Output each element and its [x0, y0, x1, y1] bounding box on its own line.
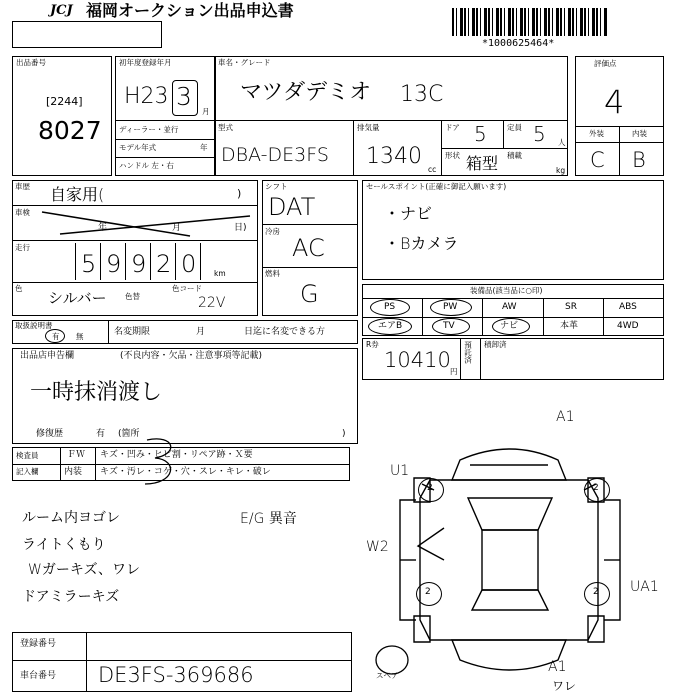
mileage-label: 走行: [15, 243, 30, 252]
damage-circle-4: 2: [593, 587, 599, 597]
doors-label: ドア: [445, 123, 460, 132]
seller-notes-text: 一時抹消渡し: [30, 380, 163, 405]
model-code: DBA-DE3FS: [221, 144, 329, 166]
equip-leather: 本革: [560, 321, 579, 331]
inspection-label: 車検: [15, 208, 30, 217]
mark-left: W2: [366, 539, 389, 555]
equip-pw-circle: [430, 299, 472, 316]
color-code-label: 色コード: [172, 284, 202, 293]
handle-label: ハンドル 左・右: [119, 161, 174, 170]
damage-circle-1: 2: [427, 483, 433, 493]
damage-circle-2: 2: [593, 483, 599, 493]
inspector-interior: 内装: [64, 467, 83, 477]
chassis-number: DE3FS-369686: [98, 663, 254, 687]
sheet-title: 福岡オークション出品申込書: [86, 1, 294, 20]
repair-close: ): [342, 429, 346, 439]
equip-ps-circle: [370, 299, 410, 316]
manual-none: 無: [76, 332, 84, 341]
exterior-grade: C: [590, 148, 605, 172]
spare-label: スペア: [376, 671, 399, 680]
lot-label: 出品番号: [16, 58, 46, 67]
mileage-digit-4: 9: [131, 250, 147, 278]
sales-points-label: セールスポイント(正確に御記入願います): [366, 182, 507, 191]
exterior-label: 外装: [589, 129, 604, 138]
model-year-unit: 年: [200, 143, 208, 152]
inspector-interior-text: キズ・汚レ・コゲ・穴・スレ・キレ・破レ: [100, 467, 271, 477]
sales-point-2: ・Bカメラ: [384, 234, 459, 253]
rating-label: 評価点: [594, 59, 617, 68]
equip-sr: SR: [565, 302, 577, 312]
car-grade: 13C: [400, 82, 444, 107]
rating-score: 4: [604, 83, 625, 121]
equip-navi: ナビ: [500, 321, 519, 331]
mark-right-rear: UA1: [630, 579, 659, 595]
inspector-note-1: ルーム内ヨゴレ: [22, 510, 120, 526]
header-memo-box: [12, 21, 162, 48]
seller-notes-sublabel: (不良内容・欠品・注意事項等記載): [120, 351, 263, 361]
shape: 箱型: [466, 154, 499, 173]
repair-label: 修復歴: [36, 429, 64, 439]
fuel-label: 燃料: [265, 269, 280, 278]
warranty-note: 日迄に名変できる方: [244, 327, 326, 337]
equip-abs: ABS: [619, 302, 637, 312]
usage-close: ): [237, 187, 242, 200]
recycle-unit: 円: [450, 367, 458, 376]
inspector-label-2: 記入欄: [16, 467, 39, 476]
warranty-month-unit: 月: [196, 327, 206, 337]
color-value: シルバー: [48, 289, 107, 307]
inspector-note-side: E/G 異音: [240, 511, 297, 527]
lot-sub-number: [2244]: [46, 95, 83, 108]
mileage-digit-5: 2: [156, 250, 172, 278]
model-label: 型式: [218, 123, 233, 132]
equip-4wd: 4WD: [617, 321, 639, 331]
interior-label: 内装: [632, 129, 647, 138]
equip-airbag-circle: [368, 318, 412, 335]
sales-point-1: ・ナビ: [384, 204, 433, 223]
recycle-deposit-label: 預託済: [463, 341, 473, 364]
mileage-digits: [50, 243, 210, 280]
inspector-fw-text: キズ・凹み・ヒビ割・リペア跡・Ｘ要: [100, 450, 253, 460]
mileage-digit-3: 9: [106, 250, 122, 278]
registration-no-label: 登録番号: [20, 639, 57, 649]
manual-has: 有: [52, 332, 60, 341]
displacement-unit: cc: [428, 165, 437, 174]
inspector-note-4: ドアミラーキズ: [22, 589, 120, 605]
equipment-label: 装備品(該当品に○印): [470, 286, 543, 295]
dealer-label: ディーラー・並行: [119, 125, 179, 134]
color-code: 22V: [198, 295, 226, 311]
auction-logo: JCJ: [50, 3, 73, 18]
shift-value: DAT: [268, 193, 316, 221]
inspector-note-2: ライトくもり: [22, 537, 106, 553]
capacity: 5: [533, 122, 546, 146]
usage-value: 自家用(: [50, 185, 105, 204]
inspector-note-3: Wガーキズ、ワレ: [28, 562, 140, 578]
aircon-value: AC: [292, 234, 325, 262]
registration-month-unit: 月: [202, 107, 210, 116]
usage-label: 車歴: [15, 182, 30, 191]
equip-navi-circle: [492, 318, 530, 335]
mileage-unit: km: [214, 269, 226, 278]
interior-grade: B: [632, 148, 646, 172]
car-name: マツダデミオ: [240, 80, 372, 105]
warranty-label: 名変期限: [114, 327, 151, 337]
fuel-value: G: [300, 280, 319, 308]
seller-notes-label: 出品店申告欄: [20, 351, 75, 361]
repair-has: 有: [96, 429, 106, 439]
load-label: 積載: [507, 151, 522, 160]
barcode: [452, 8, 608, 36]
mark-front: A1: [556, 409, 575, 425]
manual-has-circle: [45, 329, 65, 343]
recycle-label: R券: [366, 340, 379, 349]
equip-ps: PS: [384, 302, 396, 312]
lot-number: 8027: [38, 116, 102, 145]
sales-points-box: [362, 180, 664, 280]
color-label: 色: [15, 284, 23, 293]
mark-rear: A1: [548, 659, 567, 675]
equip-airbag: エアB: [378, 321, 403, 331]
recycle-other-label: 積卸済: [484, 340, 507, 349]
repair-place: (箇所: [118, 429, 140, 439]
recycle-value: 10410: [384, 348, 451, 372]
equip-pw: PW: [443, 302, 458, 312]
equip-tv-circle: [432, 318, 470, 335]
registration-label: 初年度登録年月: [119, 58, 172, 67]
registration-month: 3: [176, 82, 192, 111]
displacement-label: 排気量: [357, 123, 380, 132]
car-damage-diagram: [360, 420, 680, 700]
model-year-label: モデル年式: [119, 143, 157, 152]
mileage-digit-2: 5: [81, 250, 97, 278]
capacity-label: 定員: [507, 123, 522, 132]
equip-tv: TV: [443, 321, 455, 331]
color-change-label: 色替: [125, 292, 140, 301]
inspector-label-1: 検査員: [16, 451, 39, 460]
inspection-strike: [40, 206, 256, 240]
inspection-month-unit: 月: [172, 223, 182, 233]
aircon-label: 冷房: [265, 227, 280, 236]
registration-era-year: H23: [124, 84, 169, 109]
manual-label: 取扱説明書: [15, 321, 53, 330]
car-name-label: 車名・グレード: [218, 58, 271, 67]
inspector-fw: ＦＷ: [67, 450, 86, 460]
equip-aw: AW: [502, 302, 517, 312]
mark-left-front: U1: [390, 463, 410, 479]
mark-rear-2: ワレ: [552, 679, 577, 693]
shift-label: シフト: [265, 182, 288, 191]
main-info-box: [115, 56, 568, 176]
shape-label: 形状: [445, 151, 460, 160]
displacement: 1340: [366, 144, 422, 169]
doors: 5: [474, 122, 487, 146]
chassis-label: 車台番号: [20, 671, 57, 681]
damage-circle-3: 2: [425, 587, 431, 597]
inspection-day-unit: 日): [234, 223, 247, 233]
capacity-unit: 人: [558, 138, 566, 147]
mileage-digit-6: 0: [181, 250, 197, 278]
inspector-scribble: [135, 436, 183, 492]
barcode-number: *1000625464*: [482, 38, 555, 49]
inspection-year-unit: 年: [98, 223, 108, 233]
load-unit: kg: [556, 166, 566, 175]
